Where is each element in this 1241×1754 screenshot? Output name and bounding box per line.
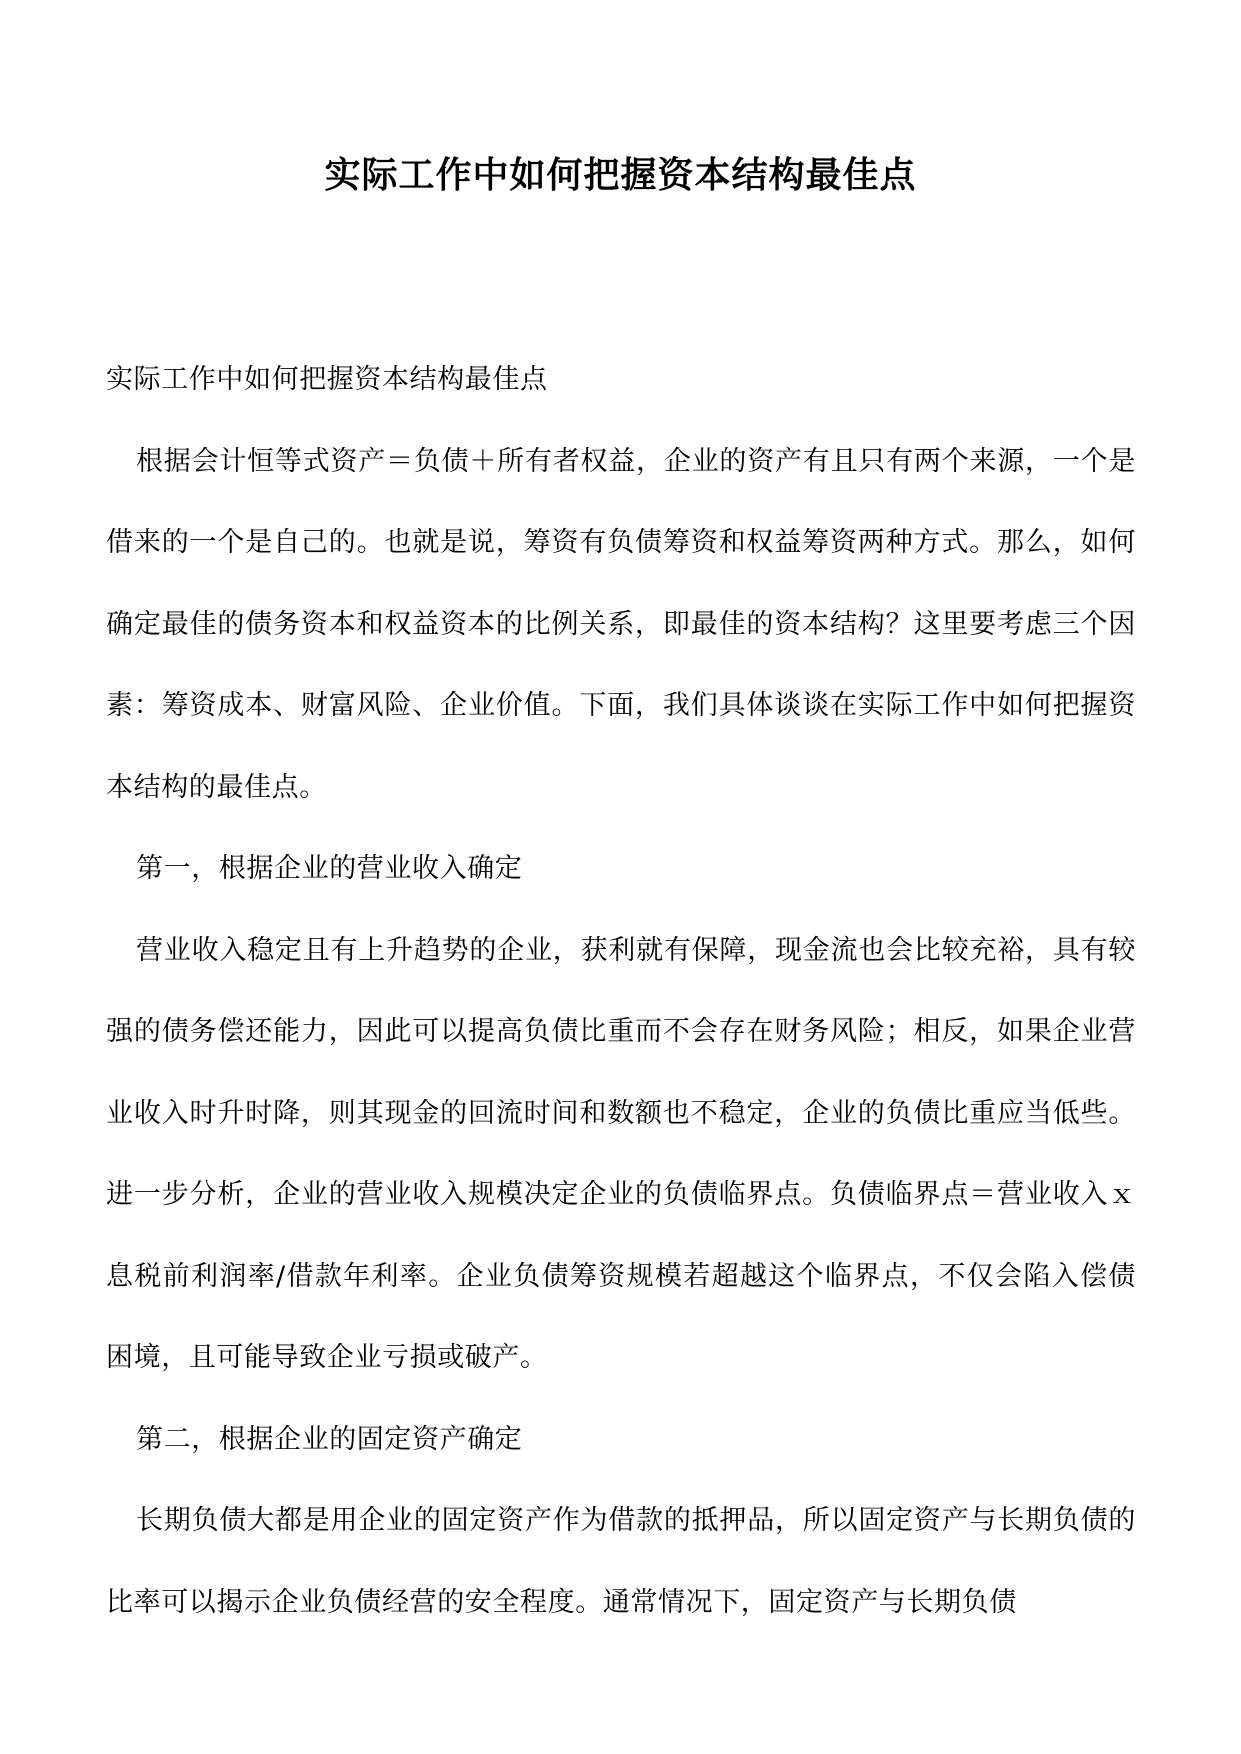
section-heading-revenue: 第一，根据企业的营业收入确定 [136,853,523,884]
document-subtitle: 实际工作中如何把握资本结构最佳点 [106,364,548,395]
document-body [106,339,1136,1643]
section-heading-fixed-assets: 第二，根据企业的固定资产确定 [136,1423,523,1455]
document-title: 实际工作中如何把握资本结构最佳点 [324,155,917,196]
paragraph-fixed-assets: 长期负债大都是用企业的固定资产作为借款的抵押品，所以固定资产与长期负债的比率可以揭示企业负债经营的安全程度。通常情况下，固定资产与长期负债 [106,1505,1136,1618]
paragraph-revenue: 营业收入稳定且有上升趋势的企业，获利就有保障，现金流也会比较充裕，具有较强的债务偿还能力，因此可以提高负债比重而不会存在财务风险；相反，如果企业营业收入时升时降，则其现金的回流时间和数额也不稳定，企业的负债比重应当低些。进一步分析，企业的营业收入规模决定企业的负债临界点。负债临界点＝营业收入ｘ息税前利润率/借款年利率。企业负债筹资规模若超越这个临界点，不仅会陷入偿债困境，且可能导致企业亏损或破产。 [106,934,1136,1373]
paragraph-intro: 根据会计恒等式资产＝负债＋所有者权益，企业的资产有且只有两个来源，一个是借来的一个是自己的。也就是说，筹资有负债筹资和权益筹资两种方式。那么，如何确定最佳的债务资本和权益资本的比例关系，即最佳的资本结构？这里要考虑三个因素：筹资成本、财富风险、企业价值。下面，我们具体谈谈在实际工作中如何把握资本结构的最佳点。 [106,445,1136,803]
